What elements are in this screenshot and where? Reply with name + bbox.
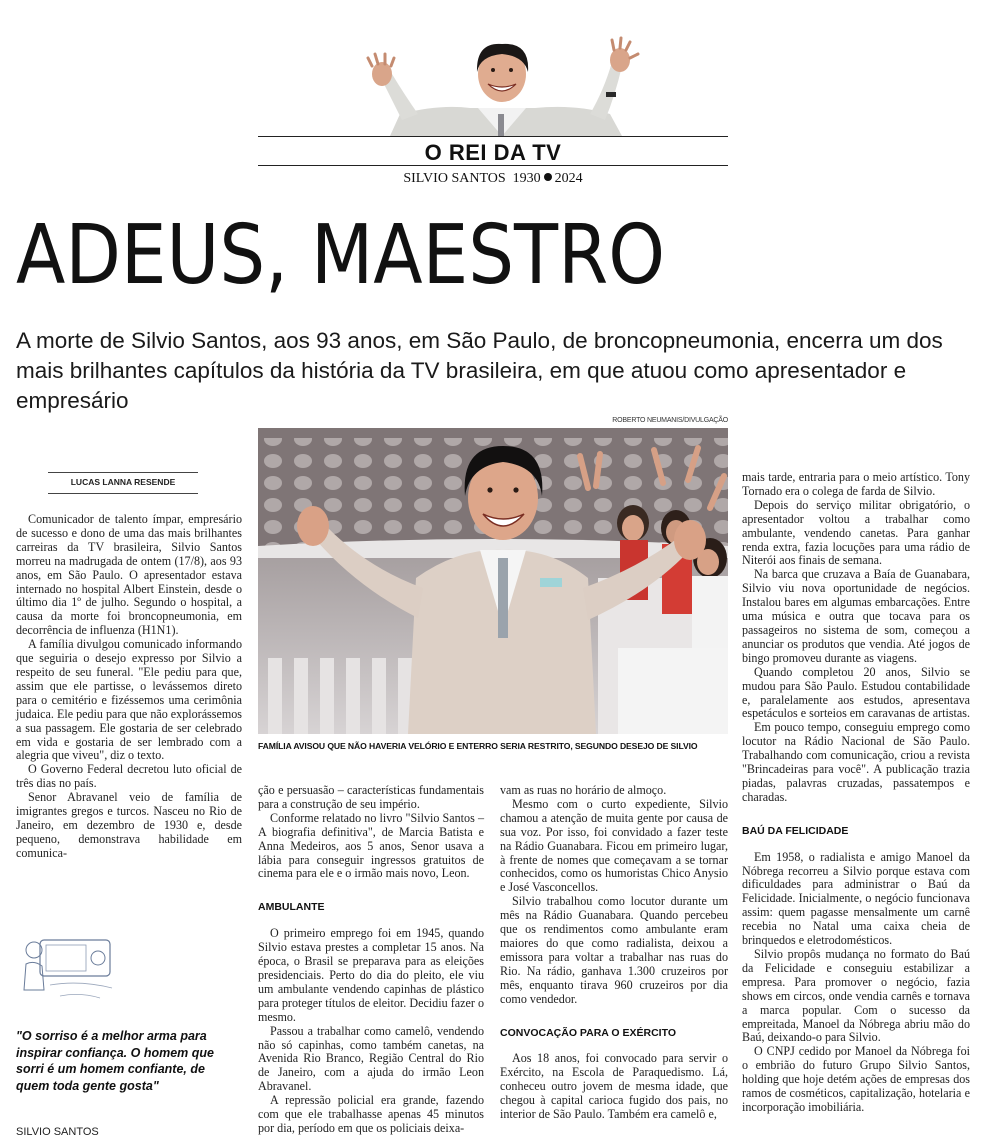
paragraph: O Governo Federal decretou luto oficial de três dias no país. bbox=[16, 762, 242, 791]
column-4 bbox=[742, 471, 970, 1115]
paragraph: Em pouco tempo, conseguiu emprego como locutor na Rádio Nacional de São Paulo. Trabalhando com comunicação, criou a revista "Brincadeiras para você". A publicação trazia piadas, palavras cruzadas, passatempos e charadas. bbox=[742, 720, 970, 804]
paragraph: A repressão policial era grande, fazendo com que ele trabalhasse apenas 45 minutos por dia, período em que os policiais deixa- bbox=[258, 1093, 484, 1135]
paragraph: Comunicador de talento ímpar, empresário de sucesso e dono de uma das mais brilhantes carreiras da TV brasileira, Silvio Santos morreu na madrugada de ontem (17/8), aos 93 anos, em São Paulo. O apresentador estava internado no hospital Albert Einstein, desde o último dia 1º de julho. Segundo o hospital, a causa da morte foi broncopneumonia, em decorrência de influenza (H1N1). bbox=[16, 512, 242, 638]
paragraph: Em 1958, o radialista e amigo Manoel da Nóbrega recorreu a Silvio porque estava com dificuldades para administrar o Baú da Felicidade. Inicialmente, o negócio funcionava assim: quem pagasse mensalmente um carnê recebia no Natal uma caixa cheia de brinquedos e eletrodomésticos. bbox=[742, 849, 970, 948]
paragraph: Silvio propôs mudança no formato do Baú da Felicidade e conseguiu estabilizar a empresa. Para promover o negócio, fazia shows em circos, onde vendia carnês e tornava a marca popular. Com o sucesso da empreitada, Manoel da Nóbrega abriu mão do Baú, deixando-o para Silvio. bbox=[742, 947, 970, 1045]
bullet-icon bbox=[544, 173, 552, 181]
paragraph: Conforme relatado no livro "Silvio Santos – A biografia definitiva", de Marcia Batista e Anna Medeiros, aos 5 anos, Senor usava a lábia para conseguir ingressos gratuitos de cinema para ele e o irmão mais novo, Leon. bbox=[258, 810, 484, 881]
paragraph: Silvio trabalhou como locutor durante um mês na Rádio Guanabara. Quando percebeu que os rendimentos como ambulante eram maiores do que como radialista, deixou a emissora para voltar a trabalhar nas ruas do Rio. Na rádio, ganhava 1.300 cruzeiros por mês, enquanto tirava 960 cruzeiros por dia como vendedor. bbox=[500, 894, 728, 1006]
main-photo bbox=[258, 428, 728, 734]
paragraph: Na barca que cruzava a Baía de Guanabara, Silvio viu nova oportunidade de negócios. Instalou bares em algumas embarcações. Entre uma música e outra que tocava para os passageiros no sistema de som, começou a anunciar os produtos que vendia. Até jogos de bingo promoveu durante as viagens. bbox=[742, 567, 970, 665]
paragraph: Quando completou 20 anos, Silvio se mudou para São Paulo. Estudou contabilidade e, paralelamente aos estudos, apresentava espetáculos e sorteios em caravanas de artistas. bbox=[742, 664, 971, 721]
pull-quote-author: SILVIO SANTOS bbox=[16, 1126, 99, 1138]
subtitle-birth-year: 1930 bbox=[512, 171, 541, 186]
column-3 bbox=[500, 784, 728, 1122]
paragraph: ção e persuasão – características fundamentais para a construção de seu império. bbox=[258, 783, 484, 811]
paragraph: O primeiro emprego foi em 1945, quando Silvio estava prestes a completar 15 anos. Na época, o Brasil se preparava para as eleições presidenciais. Perto do dia do pleito, ele viu um ambulante vendendo capinhas de plástico para proteger títulos de eleitor. Decidiu fazer o mesmo. bbox=[258, 926, 484, 1024]
subtitle-death-year: 2024 bbox=[554, 171, 583, 186]
paragraph: Depois do serviço militar obrigatório, o apresentador voltou a trabalhar como ambulante, vendendo canetas. Para ganhar renda extra, fazia locuções para uma rádio de Niterói aos finais de semana. bbox=[742, 497, 970, 568]
header-subtitle bbox=[258, 171, 728, 187]
paragraph: Passou a trabalhar como camelô, vendendo não só capinhas, como também canetas, na Avenida Rio Branco, Região Central do Rio de Janeiro, com a ajuda do irmão Leon Abravanel. bbox=[258, 1023, 484, 1094]
byline-rule-top bbox=[48, 472, 198, 473]
photo-caption: FAMÍLIA AVISOU QUE NÃO HAVERIA VELÓRIO E ENTERRO SERIA RESTRITO, SEGUNDO DESEJO DE SILVIO bbox=[258, 741, 698, 751]
paragraph: Aos 18 anos, foi convocado para servir o Exército, na Escola de Paraquedismo. Lá, conheceu outro jovem de mesma idade, que chegou à capital carioca fugido dos pais, no interior de São Paulo. Também era camelô e, bbox=[500, 1051, 728, 1122]
paragraph: Mesmo com o curto expediente, Silvio chamou a atenção de muita gente por causa de sua voz. Por isso, foi convidado a fazer teste na Rádio Guanabara. Ficou em primeiro lugar, à frente de nomes que começavam a se tornar conhecidos, como os humoristas Chico Anysio e José Vasconcellos. bbox=[500, 796, 728, 895]
subhead-ambulante: AMBULANTE bbox=[258, 901, 325, 914]
column-1 bbox=[16, 513, 242, 861]
paragraph: mais tarde, entraria para o meio artístico. Tony Tornado era o colega de farda de Silvio. bbox=[742, 470, 970, 498]
subhead-bau-da-felicidade: BAÚ DA FELICIDADE bbox=[742, 824, 849, 837]
header-photo-silvio bbox=[360, 36, 645, 136]
photo-credit: ROBERTO NEUMANIS/DIVULGAÇÃO bbox=[612, 417, 728, 424]
column-2 bbox=[258, 784, 484, 1136]
pull-quote: "O sorriso é a melhor arma para inspirar confiança. O homem que sorri é um homem confiante, de quem toda gente gosta" bbox=[16, 1029, 214, 1093]
deck: A morte de Silvio Santos, aos 93 anos, em São Paulo, de broncopneumonia, encerra um dos mais brilhantes capítulos da história da TV brasileira, em que atuou como apresentador e empresário bbox=[16, 328, 943, 413]
subhead-convocacao: CONVOCAÇÃO PARA O EXÉRCITO bbox=[500, 1026, 676, 1039]
paragraph: A família divulgou comunicado informando que seguiria o desejo expresso por Silvio a respeito de seu funeral. "Ele pediu para que, assim que ele partisse, o levássemos direto para o cemitério e fizéssemos uma cerimônia judaica. Ele pediu para que não explorássemos a sua passagem. Ele gostaria de ser celebrado em vida e gostaria de ser lembrado com a alegria que viveu", diz o texto. bbox=[16, 637, 243, 763]
radio-sketch-illustration bbox=[20, 930, 120, 1010]
paragraph: vam as ruas no horário de almoço. bbox=[500, 783, 667, 797]
header-rule-bottom bbox=[258, 165, 728, 166]
section-kicker: O REI DA TV bbox=[424, 140, 562, 165]
header-rule-top bbox=[258, 136, 728, 137]
paragraph: Senor Abravanel veio de família de imigrantes gregos e turcos. Nasceu no Rio de Janeiro, em dezembro de 1930 e, desde pequeno, demonstrava habilidade em comunica- bbox=[16, 790, 242, 860]
byline: LUCAS LANNA RESENDE bbox=[70, 477, 176, 487]
headline: ADEUS, MAESTRO bbox=[16, 208, 666, 303]
paragraph: O CNPJ cedido por Manoel da Nóbrega foi o embrião do futuro Grupo Silvio Santos, holding que hoje detém ações de empresas dos ramos de cosméticos, capitalização, hotelaria e incorporação imobiliária. bbox=[742, 1044, 970, 1114]
byline-rule-bottom bbox=[48, 493, 198, 494]
subtitle-name: SILVIO SANTOS bbox=[403, 171, 506, 186]
